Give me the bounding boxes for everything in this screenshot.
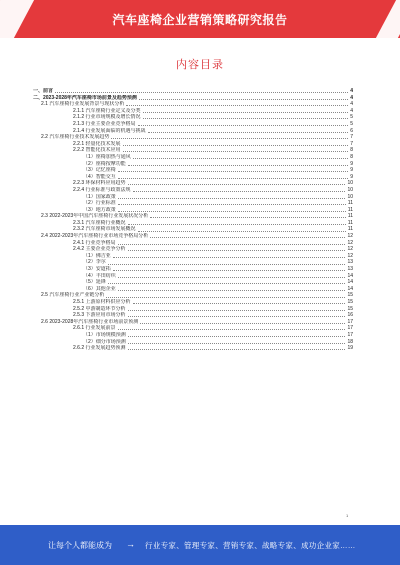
toc-entry[interactable] bbox=[33, 88, 353, 95]
toc-entry[interactable] bbox=[33, 174, 353, 181]
toc-entry[interactable] bbox=[33, 286, 353, 293]
toc-leader-dots bbox=[128, 349, 346, 350]
toc-entry[interactable] bbox=[33, 253, 353, 260]
toc-entry-page: 4 bbox=[350, 94, 353, 101]
toc-leader-dots bbox=[123, 151, 349, 152]
toc-entry-page: 15 bbox=[347, 305, 353, 312]
toc-entry[interactable] bbox=[33, 134, 353, 141]
toc-entry[interactable] bbox=[33, 213, 353, 220]
toc-entry-page: 18 bbox=[347, 338, 353, 345]
toc-entry-label: 2.3.1 汽车座椅行业概况 bbox=[73, 219, 126, 226]
toc-entry[interactable] bbox=[33, 279, 353, 286]
toc-leader-dots bbox=[118, 198, 346, 199]
toc-leader-dots bbox=[128, 165, 348, 166]
toc-entry-label: （3）安道拓 bbox=[83, 266, 111, 273]
toc-entry[interactable] bbox=[33, 207, 353, 214]
toc-entry-label: 2.5 汽车座椅行业产业链分析 bbox=[41, 292, 105, 299]
toc-entry[interactable] bbox=[33, 246, 353, 253]
toc-entry-page: 8 bbox=[350, 153, 353, 160]
toc-leader-dots bbox=[108, 264, 346, 265]
toc-entry-page: 15 bbox=[347, 299, 353, 305]
toc-entry[interactable] bbox=[33, 114, 353, 121]
toc-entry[interactable] bbox=[33, 180, 353, 187]
toc-entry-page: 12 bbox=[347, 246, 353, 253]
toc-leader-dots bbox=[118, 290, 346, 291]
toc-leader-dots bbox=[118, 204, 346, 205]
footer-brand-text: 让每个人都能成为 bbox=[48, 541, 112, 550]
toc-entry[interactable] bbox=[33, 325, 353, 332]
toc-entry-page: 12 bbox=[347, 233, 353, 240]
toc-leader-dots bbox=[118, 329, 346, 330]
toc-entry-page: 13 bbox=[347, 266, 353, 273]
toc-leader-dots bbox=[128, 316, 346, 317]
toc-entry-page: 17 bbox=[347, 331, 353, 338]
toc-entry[interactable] bbox=[33, 226, 353, 233]
toc-entry-label: 2.2 汽车座椅行业技术发展趋势 bbox=[41, 134, 110, 141]
arrow-right-icon: → bbox=[126, 539, 135, 549]
toc-entry-label: 2.5.1 上游原材料供应分析 bbox=[73, 299, 131, 305]
toc-leader-dots bbox=[138, 231, 346, 232]
toc-entry-page: 5 bbox=[350, 114, 353, 121]
toc-entry[interactable] bbox=[33, 306, 353, 313]
toc-entry[interactable] bbox=[33, 339, 353, 346]
toc-entry-label: 2.3 2022-2023年中国汽车座椅行业发展状况分析 bbox=[41, 213, 149, 220]
toc-leader-dots bbox=[108, 283, 346, 284]
toc-leader-dots bbox=[128, 336, 346, 337]
toc-leader-dots bbox=[128, 184, 346, 185]
toc-entry-label: （3）记忆座椅 bbox=[83, 167, 116, 174]
toc-entry-label: 2.6.2 行业发展趋势预测 bbox=[73, 345, 126, 352]
toc-entry-page: 14 bbox=[347, 285, 353, 292]
toc-entry-page: 11 bbox=[347, 213, 353, 220]
toc-entry-label: 2.3.2 汽车座椅市场发展概况 bbox=[73, 226, 136, 233]
toc-entry-page: 8 bbox=[350, 147, 353, 154]
toc-entry[interactable] bbox=[33, 292, 353, 299]
toc-leader-dots bbox=[133, 191, 346, 192]
toc-entry[interactable] bbox=[33, 194, 353, 201]
toc-entry[interactable] bbox=[33, 220, 353, 227]
toc-leader-dots bbox=[118, 211, 346, 212]
toc-entry-page: 5 bbox=[350, 120, 353, 127]
toc-entry-page: 12 bbox=[347, 239, 353, 246]
toc-entry-label: 2.2.2 智能化技术应用 bbox=[73, 147, 121, 154]
toc-entry-label: 一、前言 bbox=[33, 88, 54, 94]
toc-entry[interactable] bbox=[33, 240, 353, 247]
toc-entry-label: （3）地方政策 bbox=[83, 206, 116, 213]
toc-leader-dots bbox=[143, 112, 349, 113]
toc-entry-page: 9 bbox=[350, 167, 353, 174]
toc-entry-label: （4）丰田纺织 bbox=[83, 272, 116, 279]
toc-leader-dots bbox=[113, 270, 346, 271]
page-number-mark: 1 bbox=[346, 513, 349, 518]
toc-entry-page: 10 bbox=[347, 180, 353, 187]
toc-entry-page: 13 bbox=[347, 259, 353, 266]
toc-leader-dots bbox=[123, 145, 349, 146]
toc-entry-label: 2.6 2023-2028年汽车座椅行业市场前景预测 bbox=[41, 318, 139, 325]
toc-entry[interactable] bbox=[33, 273, 353, 280]
toc-leader-dots bbox=[150, 237, 345, 238]
toc-entry-label: 2.1.2 行业市场规模及增长情况 bbox=[73, 114, 141, 121]
toc-entry[interactable] bbox=[33, 154, 353, 161]
toc-leader-dots bbox=[111, 138, 348, 139]
toc-entry[interactable] bbox=[33, 167, 353, 174]
toc-entry-label: （1）国家政策 bbox=[83, 193, 116, 200]
toc-entry-label: 二、2023-2028年汽车座椅市场前景及趋势预测 bbox=[33, 94, 137, 101]
toc-entry-label: 2.5.2 中游制造环节分析 bbox=[73, 305, 126, 312]
toc-leader-dots bbox=[138, 125, 349, 126]
toc-entry-label: （2）李尔 bbox=[83, 259, 106, 266]
toc-entry-page: 7 bbox=[350, 140, 353, 147]
toc-leader-dots bbox=[118, 171, 348, 172]
toc-leader-dots bbox=[126, 105, 348, 106]
toc-entry[interactable] bbox=[33, 332, 353, 339]
toc-entry-page: 7 bbox=[350, 134, 353, 141]
toc-entry-label: 2.2.1 轻量化技术发展 bbox=[73, 140, 121, 147]
toc-leader-dots bbox=[150, 217, 346, 218]
toc-entry-label: 2.4.2 主要企业竞争分析 bbox=[73, 246, 126, 253]
toc-entry-label: （1）市场规模预测 bbox=[83, 331, 126, 338]
toc-entry-label: 2.2.3 环保材料应用趋势 bbox=[73, 180, 126, 187]
toc-leader-dots bbox=[128, 343, 346, 344]
toc-leader-dots bbox=[113, 257, 346, 258]
toc-entry-page: 11 bbox=[347, 226, 353, 233]
toc-entry-label: 2.4 2022-2023年汽车座椅行业市场竞争格局分析 bbox=[41, 233, 149, 240]
toc-entry-label: 2.5.3 下游应用市场分析 bbox=[73, 312, 126, 319]
toc-leader-dots bbox=[118, 178, 348, 179]
toc-entry-label: 2.1 汽车座椅行业发展背景与现状分析 bbox=[41, 101, 125, 108]
toc-leader-dots bbox=[148, 132, 349, 133]
toc-entry-label: （2）座椅按摩功能 bbox=[83, 160, 126, 167]
toc-entry-page: 17 bbox=[347, 325, 353, 332]
toc-leader-dots bbox=[133, 303, 346, 304]
toc-entry-label: （2）细分市场预测 bbox=[83, 338, 126, 345]
toc-entry-page: 11 bbox=[347, 219, 353, 226]
toc-entry-page: 14 bbox=[347, 279, 353, 286]
header-banner bbox=[0, 0, 400, 38]
toc-entry-page: 15 bbox=[347, 292, 353, 299]
toc-leader-dots bbox=[55, 92, 348, 93]
toc-entry-page: 14 bbox=[347, 272, 353, 279]
toc-entry-page: 12 bbox=[347, 252, 353, 259]
toc-entry[interactable] bbox=[33, 266, 353, 273]
toc-leader-dots bbox=[118, 244, 346, 245]
report-title: 汽车座椅企业营销策略研究报告 bbox=[112, 13, 288, 27]
toc-leader-dots bbox=[139, 99, 348, 100]
table-of-contents bbox=[33, 88, 353, 352]
toc-entry[interactable] bbox=[33, 259, 353, 266]
toc-entry-label: （4）智能交互 bbox=[83, 173, 116, 180]
toc-leader-dots bbox=[106, 297, 345, 298]
toc-entry[interactable] bbox=[33, 95, 353, 102]
toc-entry[interactable] bbox=[33, 187, 353, 194]
toc-entry-label: 2.1.1 汽车座椅行业定义及分类 bbox=[73, 107, 141, 114]
toc-entry-page: 9 bbox=[350, 160, 353, 167]
toc-entry-label: 2.6.1 行业发展前景 bbox=[73, 325, 116, 332]
toc-entry[interactable] bbox=[33, 128, 353, 135]
toc-entry[interactable] bbox=[33, 312, 353, 319]
toc-entry-page: 4 bbox=[350, 88, 353, 94]
toc-entry-label: （6）其他企业 bbox=[83, 285, 116, 292]
toc-entry[interactable] bbox=[33, 141, 353, 148]
toc-entry-page: 9 bbox=[350, 173, 353, 180]
toc-title: 内容目录 bbox=[176, 59, 224, 71]
toc-entry-label: 2.1.4 行业发展面临的机遇与挑战 bbox=[73, 127, 146, 134]
toc-leader-dots bbox=[128, 250, 346, 251]
toc-entry-label: （1）座椅加热与通风 bbox=[83, 153, 131, 160]
toc-entry-page: 17 bbox=[347, 318, 353, 325]
toc-leader-dots bbox=[140, 323, 345, 324]
toc-entry-label: （1）佛吉亚 bbox=[83, 252, 111, 259]
footer-bar bbox=[0, 525, 400, 565]
toc-entry-page: 10 bbox=[347, 186, 353, 193]
toc-entry[interactable] bbox=[33, 299, 353, 306]
toc-entry[interactable] bbox=[33, 108, 353, 115]
toc-entry[interactable] bbox=[33, 161, 353, 168]
toc-leader-dots bbox=[128, 310, 346, 311]
toc-entry[interactable] bbox=[33, 121, 353, 128]
toc-entry-label: 2.4.1 行业竞争格局 bbox=[73, 239, 116, 246]
toc-entry-page: 10 bbox=[347, 193, 353, 200]
footer-tagline: 行业专家、管理专家、营销专家、战略专家、成功企业家…… bbox=[145, 541, 356, 550]
toc-entry-page: 11 bbox=[347, 206, 353, 213]
toc-leader-dots bbox=[128, 224, 346, 225]
toc-entry-page: 6 bbox=[350, 127, 353, 134]
toc-leader-dots bbox=[133, 158, 348, 159]
toc-entry-page: 16 bbox=[347, 312, 353, 319]
toc-entry-label: 2.1.3 行业主要企业竞争格局 bbox=[73, 120, 136, 127]
toc-entry-page: 4 bbox=[350, 107, 353, 114]
toc-entry-label: （5）延锋 bbox=[83, 279, 106, 286]
toc-entry[interactable] bbox=[33, 147, 353, 154]
toc-leader-dots bbox=[143, 118, 349, 119]
toc-entry-label: （2）行业标准 bbox=[83, 200, 116, 207]
toc-entry-label: 2.2.4 行业标准与政策法规 bbox=[73, 186, 131, 193]
toc-entry[interactable] bbox=[33, 345, 353, 352]
toc-entry-page: 4 bbox=[350, 101, 353, 108]
toc-entry[interactable] bbox=[33, 200, 353, 207]
toc-entry[interactable] bbox=[33, 101, 353, 108]
toc-entry[interactable] bbox=[33, 233, 353, 240]
toc-entry-page: 11 bbox=[347, 200, 353, 207]
toc-entry-page: 19 bbox=[347, 345, 353, 352]
toc-leader-dots bbox=[118, 277, 346, 278]
toc-entry[interactable] bbox=[33, 319, 353, 326]
